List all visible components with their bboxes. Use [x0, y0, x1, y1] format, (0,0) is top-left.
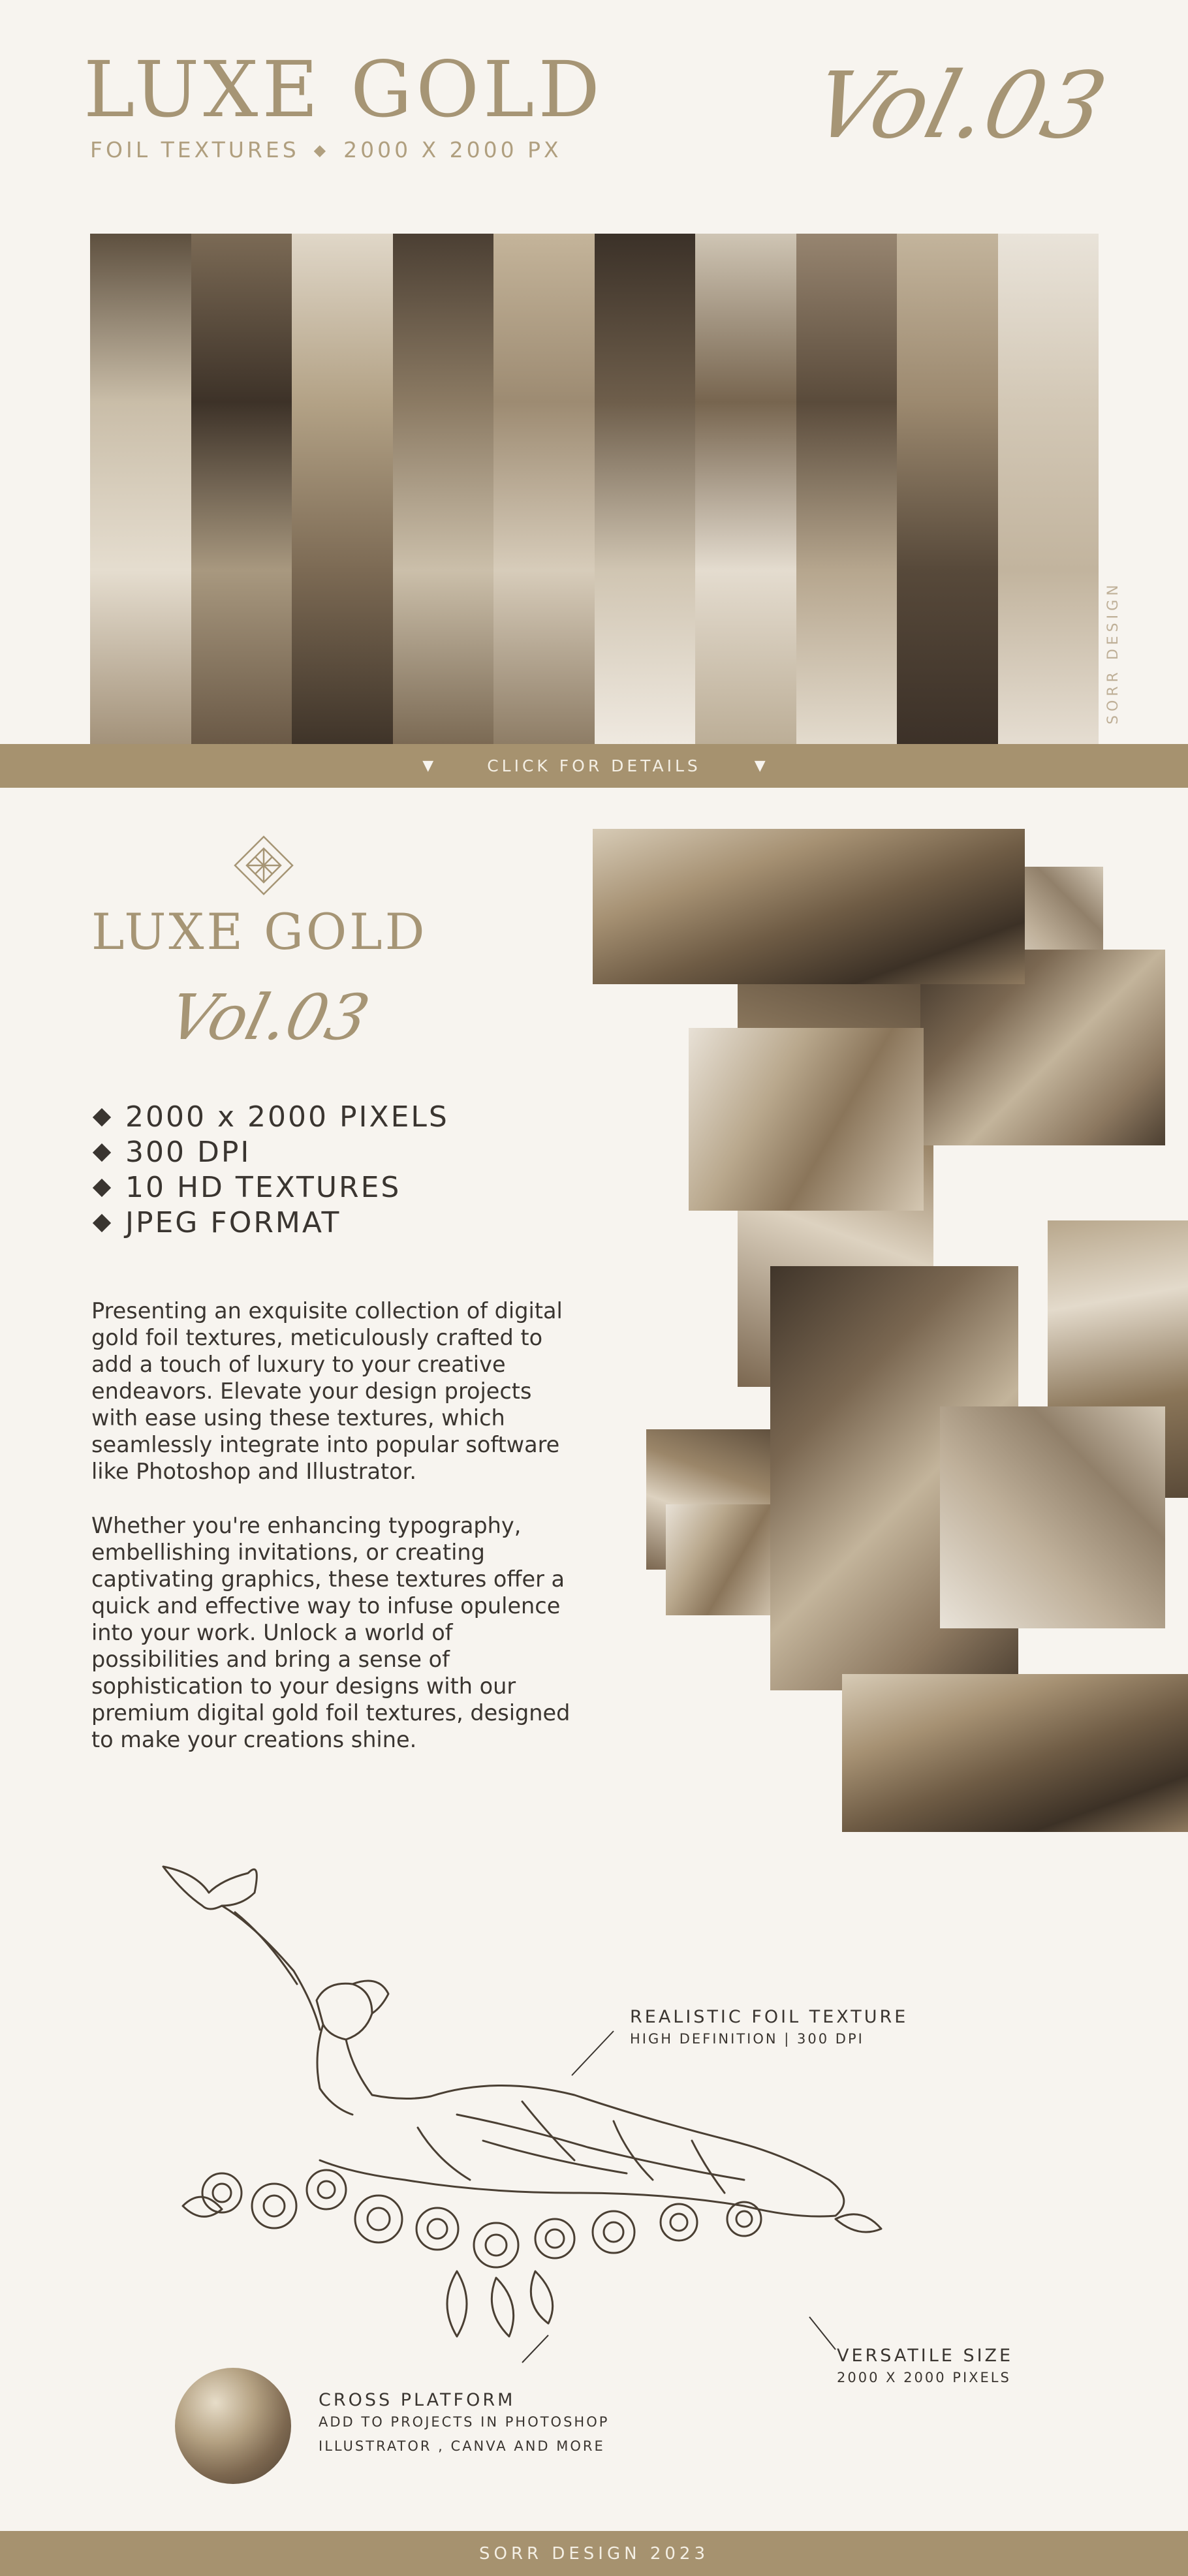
foil-sample-circle [175, 2368, 291, 2484]
cta-label: CLICK FOR DETAILS [487, 756, 701, 775]
feature-cross-platform [319, 2390, 609, 2459]
subtitle-size: 2000 X 2000 PX [343, 137, 562, 163]
texture-5-strip [493, 234, 595, 744]
feature-subtitle: ADD TO PROJECTS IN PHOTOSHOP [319, 2414, 610, 2430]
list-item [91, 1205, 449, 1241]
collage-tile [593, 829, 1025, 984]
diamond-bullet-icon [93, 1179, 111, 1197]
texture-10-strip [998, 234, 1099, 744]
feature-realistic [630, 2007, 908, 2051]
volume-script-text: Vol.03 [802, 52, 1116, 159]
volume-script [802, 39, 1116, 170]
click-for-details-bar[interactable] [0, 744, 1188, 788]
bird-icon [163, 1867, 257, 1909]
texture-1-strip [90, 234, 191, 744]
diamond-bullet-icon [93, 1108, 111, 1126]
texture-9-strip [897, 234, 998, 744]
page-title: LUXE GOLD [84, 44, 604, 134]
texture-6-strip [595, 234, 696, 744]
reclining-woman-illustration [157, 1854, 953, 2382]
spec-label: 300 DPI [125, 1136, 251, 1169]
spec-label: 10 HD TEXTURES [125, 1171, 401, 1204]
feature-title: VERSATILE SIZE [837, 2346, 1014, 2366]
arrow-down-icon: ▼ [754, 758, 766, 774]
list-item [91, 1170, 449, 1205]
page-subtitle [90, 137, 562, 163]
arrow-down-icon: ▼ [422, 758, 434, 774]
texture-7-strip [695, 234, 796, 744]
footer-text: SORR DESIGN 2023 [478, 2543, 709, 2564]
texture-3-strip [292, 234, 393, 744]
collage-tile [940, 1406, 1165, 1628]
texture-4-strip [393, 234, 494, 744]
description-paragraph-1: Presenting an exquisite collection of digital gold foil textures, meticulously crafted to add a touch of luxury to your creative endeavors. Elevate your design projects with ease using these textures, which seamlessly integrate into popular software like Photoshop and Illustrator. [91, 1298, 563, 1484]
diamond-bullet-icon [93, 1214, 111, 1232]
feature-subtitle: HIGH DEFINITION | 300 DPI [630, 2031, 864, 2047]
spec-label: JPEG FORMAT [125, 1206, 341, 1239]
texture-strips [90, 234, 1099, 744]
collage-tile [842, 1674, 1188, 1832]
diamond-icon: ◆ [313, 141, 330, 159]
subtitle-product: FOIL TEXTURES [90, 137, 300, 163]
feature-title: CROSS PLATFORM [319, 2390, 516, 2410]
list-item [91, 1100, 449, 1135]
diamond-bullet-icon [93, 1143, 111, 1162]
credit-vertical: SORR DESIGN [1105, 581, 1121, 724]
volume-script-small [161, 967, 379, 1065]
collage-tile [666, 1504, 777, 1615]
spec-list [91, 1100, 449, 1241]
feature-subtitle: ILLUSTRATOR , CANVA AND MORE [319, 2438, 605, 2454]
description-paragraph-2: Whether you're enhancing typography, embellishing invitations, or creating captivating graphics, these textures offer a quick and effective way to infuse opulence into your work. Unlock a world of possibilities and bring a sense of sophistication to your designs with our premium digital gold foil textures, designed to make your creations shine. [91, 1513, 571, 1752]
feature-subtitle: 2000 X 2000 PIXELS [837, 2370, 1011, 2385]
feature-title: REALISTIC FOIL TEXTURE [630, 2007, 909, 2027]
collage-tile [689, 1028, 924, 1211]
footer-bar [0, 2531, 1188, 2576]
diamond-emblem-icon [232, 834, 295, 897]
info-title: LUXE GOLD [91, 903, 428, 961]
volume-script-small-text: Vol.03 [161, 981, 377, 1054]
feature-versatile [837, 2346, 1013, 2390]
spec-label: 2000 x 2000 PIXELS [125, 1100, 449, 1134]
list-item [91, 1135, 449, 1170]
texture-8-strip [796, 234, 898, 744]
texture-2-strip [191, 234, 292, 744]
